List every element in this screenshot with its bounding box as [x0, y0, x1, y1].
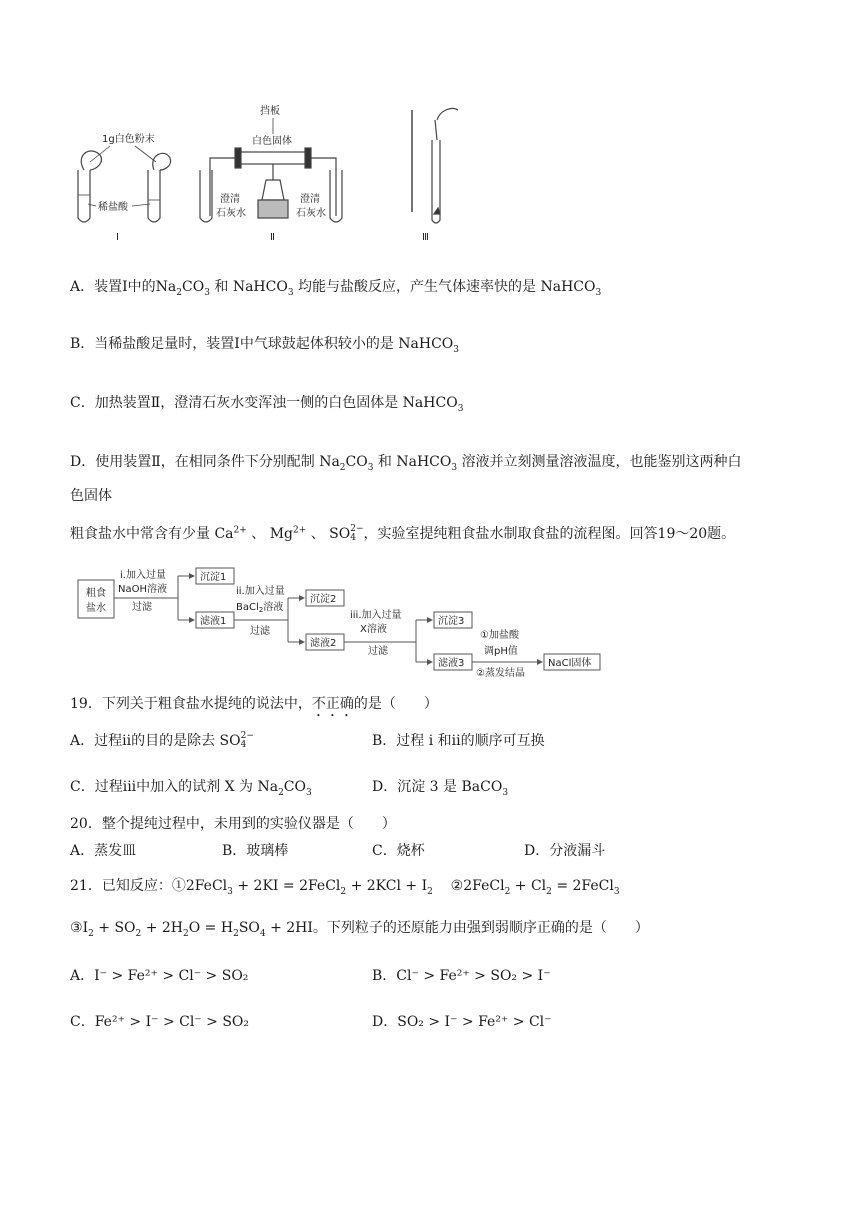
- q18-option-d-line1: D．使用装置Ⅱ，在相同条件下分别配制 $Na_2CO_3$ 和 NaHCO$_3$ 溶液并立刻测量溶液温度，也能鉴别这两种白: [70, 454, 742, 473]
- flow-end: NaCl固体: [548, 658, 592, 669]
- q18-option-d-line2: 色固体: [70, 488, 112, 504]
- flow-filtrate2: 滤液2: [310, 638, 337, 649]
- svg-text:澄清: 澄清: [300, 194, 320, 205]
- flow-start-line2: 盐水: [86, 603, 106, 614]
- q20-option-a[interactable]: A．蒸发皿: [70, 843, 137, 859]
- flow-step2-top1: ii.加入过量: [236, 586, 285, 597]
- flow-step4-top1: ①加盐酸: [480, 630, 519, 641]
- flow-step1-top1: i.加入过量: [120, 570, 166, 581]
- flow-filtrate3: 滤液3: [438, 658, 465, 669]
- flow-filtrate1: 滤液1: [200, 616, 227, 627]
- q19-option-d[interactable]: D．沉淀 3 是 BaCO$_3$: [372, 779, 509, 798]
- flow-step2-bottom: 过滤: [250, 626, 270, 637]
- svg-text:石灰水: 石灰水: [216, 208, 246, 219]
- q21-option-c[interactable]: C．Fe²⁺ > I⁻ > Cl⁻ > SO₂: [70, 1014, 250, 1030]
- flow-precip1: 沉淀1: [200, 572, 227, 583]
- q19-option-b[interactable]: B．过程 i 和ii的顺序可互换: [372, 733, 545, 749]
- q21-line2: $③I_2 + SO_2 + 2H_2O = H_2SO_4 + 2HI$。下列粒子的还原能力由强到弱顺序正确的是（ ）: [70, 920, 649, 939]
- label-limewater-left: 澄清: [220, 194, 240, 205]
- svg-text:石灰水: 石灰水: [296, 208, 326, 219]
- q20-option-d[interactable]: D．分液漏斗: [524, 843, 606, 859]
- flow-precip3: 沉淀3: [438, 616, 465, 627]
- q19-stem: 19．下列关于粗食盐水提纯的说法中，不正确的是（ ）: [70, 696, 438, 712]
- q20-option-b[interactable]: B．玻璃棒: [222, 843, 289, 859]
- intro-text: 粗食盐水中常含有少量 $Ca^{2+}$ 、 $Mg^{2+}$ 、 SO 2− 4 ，实验室提纯粗食盐水制取食盐的流程图。回答19～20题。: [70, 524, 736, 543]
- apparatus-figure: [60, 100, 480, 250]
- q20-stem: 20．整个提纯过程中，未用到的实验仪器是（ ）: [70, 816, 396, 832]
- q18-option-b: B．当稀盐酸足量时，装置Ⅰ中气球鼓起体积较小的是 NaHCO$_3$: [70, 336, 460, 355]
- q21-option-d[interactable]: D．SO₂ > I⁻ > Fe²⁺ > Cl⁻: [372, 1014, 552, 1030]
- label-baffle: 挡板: [260, 106, 280, 117]
- flow-precip2: 沉淀2: [310, 594, 337, 605]
- label-solid: 白色固体: [252, 136, 292, 147]
- label-I: Ⅰ: [116, 232, 119, 243]
- q18-option-c: C．加热装置Ⅱ，澄清石灰水变浑浊一侧的白色固体是 NaHCO$_3$: [70, 395, 464, 414]
- flow-step3-top1: iii.加入过量: [350, 610, 402, 621]
- q21-option-b[interactable]: B．Cl⁻ > Fe²⁺ > SO₂ > I⁻: [372, 968, 551, 984]
- flow-step2-top2: BaCl$_2$溶液: [236, 602, 284, 614]
- q19-option-c[interactable]: C．过程iii中加入的试剂 X 为 $Na_2CO_3$: [70, 779, 312, 798]
- flow-step4-bottom: ②蒸发结晶: [476, 668, 525, 678]
- label-II: Ⅱ: [270, 232, 275, 243]
- flow-step4-top2: 调pH值: [484, 646, 518, 657]
- flow-step3-bottom: 过滤: [368, 646, 388, 657]
- apparatus-iii: [412, 108, 458, 223]
- flow-step1-top2: NaOH溶液: [118, 584, 167, 595]
- flow-step3-top2: X溶液: [360, 624, 387, 635]
- label-acid: 稀盐酸: [98, 202, 128, 213]
- q21-option-a[interactable]: A．I⁻ > Fe²⁺ > Cl⁻ > SO₂: [70, 968, 249, 984]
- flow-start-line1: 粗食: [86, 588, 106, 599]
- q19-option-a[interactable]: A．过程ii的目的是除去 SO 2− 4: [70, 731, 254, 750]
- flow-chart: [70, 566, 610, 678]
- flow-step1-bottom: 过滤: [132, 602, 152, 613]
- q18-option-a: A．装置Ⅰ中的$Na_2CO_3$ 和 NaHCO$_3$ 均能与盐酸反应，产生气体速率快的是 NaHCO$_3$: [70, 279, 602, 298]
- q20-option-c[interactable]: C．烧杯: [372, 843, 425, 859]
- label-III: Ⅲ: [422, 232, 429, 243]
- q21-line1: 21．已知反应：①2FeCl$_3$ + 2KI = 2FeCl$_2$ + $2KCl + I_2$ ②2FeCl$_2$ + $Cl_2$ = 2FeCl$_3$: [70, 878, 620, 897]
- label-powder: 1g白色粉末: [102, 134, 155, 145]
- q19-emphasis: 不正确: [311, 696, 354, 712]
